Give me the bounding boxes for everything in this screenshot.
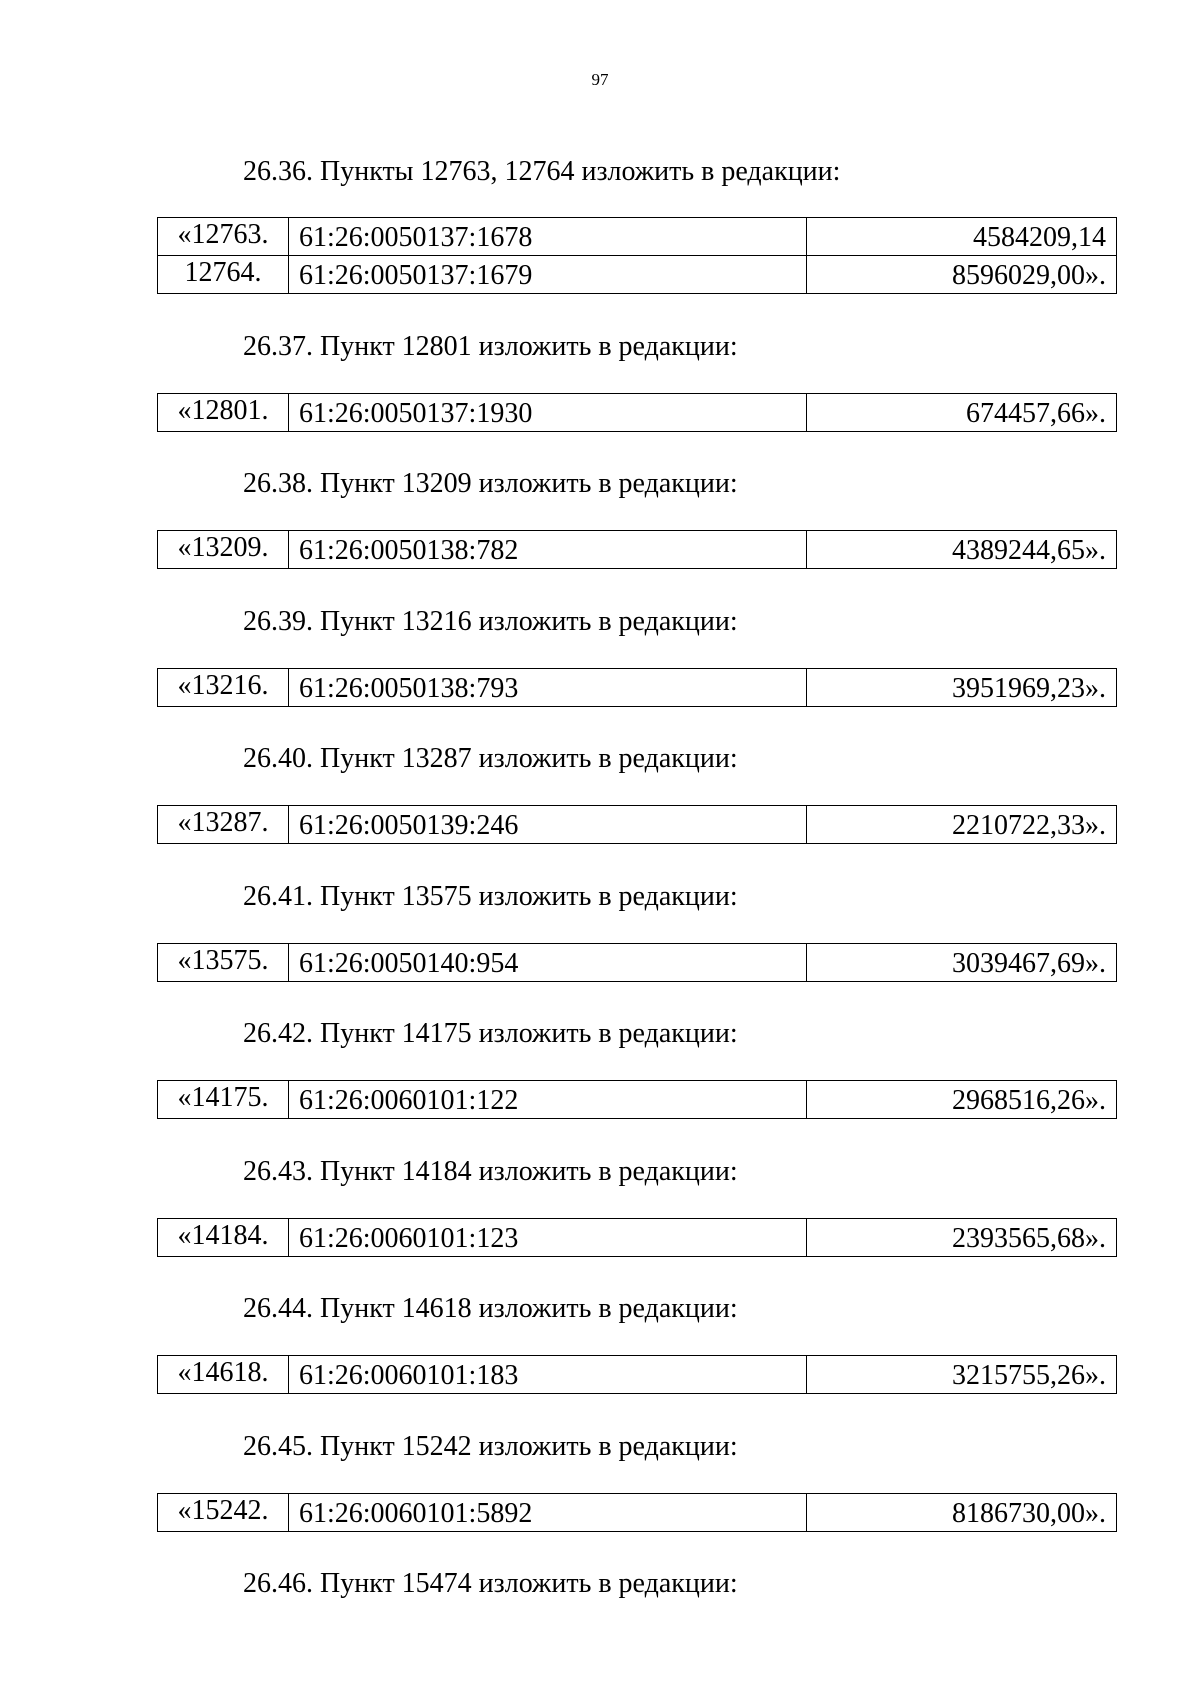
cadastral-number: 61:26:0060101:183 — [289, 1356, 807, 1394]
section-heading: 26.43. Пункт 14184 изложить в редакции: — [243, 1156, 738, 1187]
item-number: 12764. — [158, 256, 289, 294]
item-number: «15242. — [158, 1494, 289, 1532]
data-table — [157, 1218, 1117, 1257]
table-row — [158, 669, 1117, 707]
section-heading: 26.37. Пункт 12801 изложить в редакции: — [243, 331, 738, 362]
table-row — [158, 1081, 1117, 1119]
data-table — [157, 943, 1117, 982]
data-table — [157, 1355, 1117, 1394]
cadastral-value: 3215755,26». — [807, 1356, 1117, 1394]
table-row — [158, 218, 1117, 256]
table-row — [158, 1356, 1117, 1394]
cadastral-value: 2968516,26». — [807, 1081, 1117, 1119]
item-number: «14618. — [158, 1356, 289, 1394]
cadastral-number: 61:26:0050139:246 — [289, 806, 807, 844]
cadastral-value: 3039467,69». — [807, 944, 1117, 982]
item-number: «13287. — [158, 806, 289, 844]
data-table — [157, 805, 1117, 844]
section-heading: 26.45. Пункт 15242 изложить в редакции: — [243, 1431, 738, 1462]
table-row — [158, 944, 1117, 982]
cadastral-value: 4389244,65». — [807, 531, 1117, 569]
item-number: «12763. — [158, 218, 289, 256]
section-heading: 26.44. Пункт 14618 изложить в редакции: — [243, 1293, 738, 1324]
data-table — [157, 530, 1117, 569]
item-number: «14184. — [158, 1219, 289, 1257]
table-row — [158, 256, 1117, 294]
item-number: «13209. — [158, 531, 289, 569]
page-number: 97 — [591, 70, 609, 89]
cadastral-number: 61:26:0050137:1930 — [289, 394, 807, 432]
table-row — [158, 531, 1117, 569]
section-heading: 26.38. Пункт 13209 изложить в редакции: — [243, 468, 738, 499]
cadastral-number: 61:26:0050137:1679 — [289, 256, 807, 294]
section-heading: 26.40. Пункт 13287 изложить в редакции: — [243, 743, 738, 774]
data-table — [157, 668, 1117, 707]
section-heading: 26.42. Пункт 14175 изложить в редакции: — [243, 1018, 738, 1049]
section-heading: 26.41. Пункт 13575 изложить в редакции: — [243, 881, 738, 912]
cadastral-value: 2393565,68». — [807, 1219, 1117, 1257]
cadastral-value: 8596029,00». — [807, 256, 1117, 294]
cadastral-number: 61:26:0060101:123 — [289, 1219, 807, 1257]
cadastral-value: 3951969,23». — [807, 669, 1117, 707]
table-row — [158, 806, 1117, 844]
cadastral-number: 61:26:0050137:1678 — [289, 218, 807, 256]
data-table — [157, 1080, 1117, 1119]
cadastral-value: 4584209,14 — [807, 218, 1117, 256]
item-number: «13575. — [158, 944, 289, 982]
section-heading: 26.36. Пункты 12763, 12764 изложить в редакции: — [243, 156, 841, 187]
cadastral-number: 61:26:0050138:782 — [289, 531, 807, 569]
data-table — [157, 393, 1117, 432]
table-row — [158, 1219, 1117, 1257]
section-heading: 26.46. Пункт 15474 изложить в редакции: — [243, 1568, 738, 1599]
item-number: «13216. — [158, 669, 289, 707]
section-heading: 26.39. Пункт 13216 изложить в редакции: — [243, 606, 738, 637]
cadastral-number: 61:26:0050140:954 — [289, 944, 807, 982]
item-number: «12801. — [158, 394, 289, 432]
cadastral-value: 8186730,00». — [807, 1494, 1117, 1532]
cadastral-number: 61:26:0060101:5892 — [289, 1494, 807, 1532]
cadastral-value: 2210722,33». — [807, 806, 1117, 844]
cadastral-value: 674457,66». — [807, 394, 1117, 432]
cadastral-number: 61:26:0050138:793 — [289, 669, 807, 707]
data-table — [157, 217, 1117, 294]
item-number: «14175. — [158, 1081, 289, 1119]
table-row — [158, 1494, 1117, 1532]
cadastral-number: 61:26:0060101:122 — [289, 1081, 807, 1119]
data-table — [157, 1493, 1117, 1532]
table-row — [158, 394, 1117, 432]
